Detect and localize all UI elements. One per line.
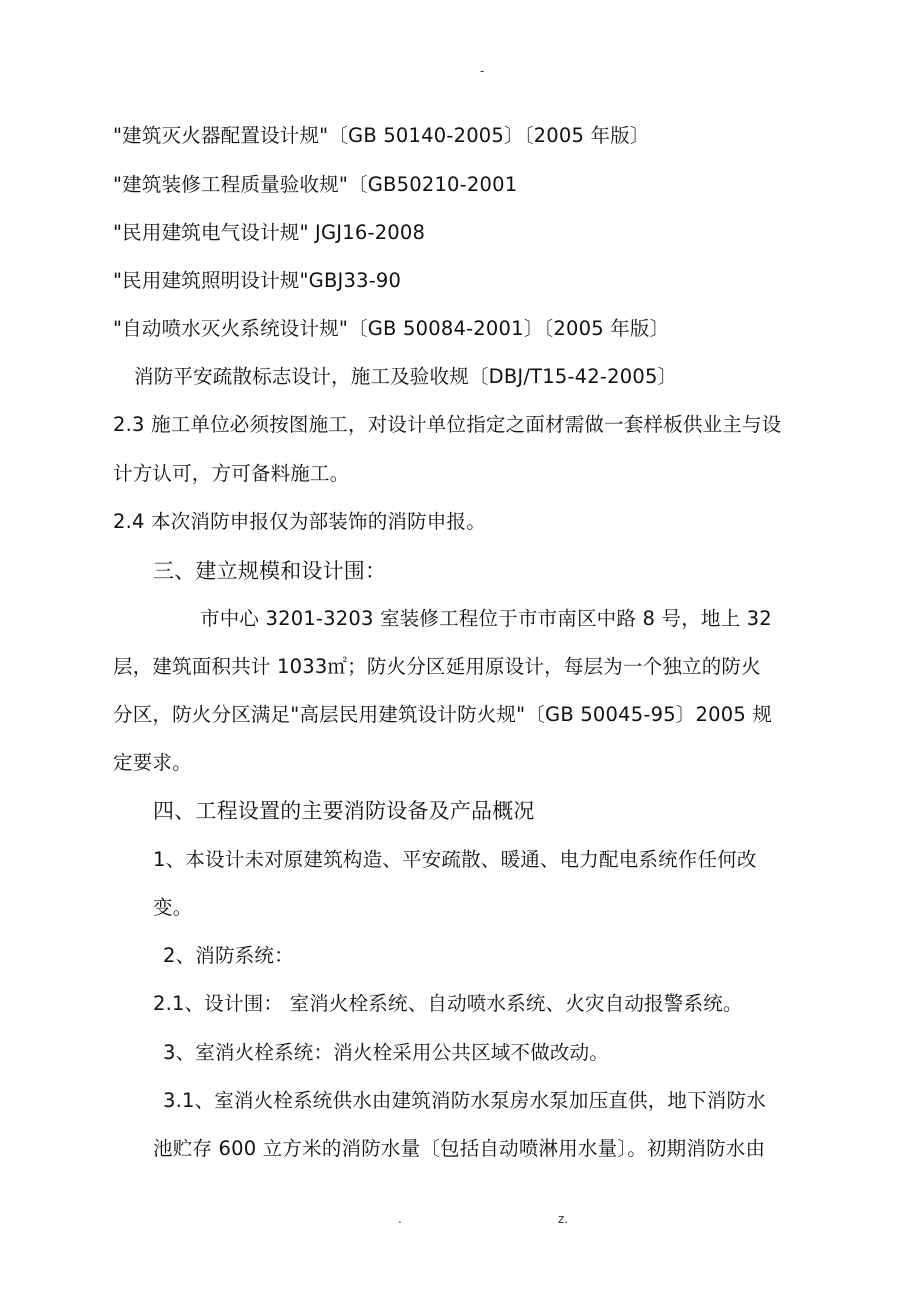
standard-line: "建筑灭火器配置设计规"〔GB 50140-2005〕〔2005 年版〕 xyxy=(113,124,650,147)
section-3-paragraph-line: 层，建筑面积共计 1033㎡；防火分区延用原设计，每层为一个独立的防火 xyxy=(113,655,761,678)
section-4-item-3-1-line: 池贮存 600 立方米的消防水量〔包括自动喷淋用水量〕。初期消防水由 xyxy=(153,1137,766,1160)
standard-line: "建筑装修工程质量验收规"〔GB50210-2001 xyxy=(113,173,518,196)
section-3-paragraph-line: 分区，防火分区满足"高层民用建筑设计防火规"〔GB 50045-95〕2005 规 xyxy=(113,703,773,726)
standard-line: 消防平安疏散标志设计，施工及验收规〔DBJ/T15-42-2005〕 xyxy=(134,365,678,388)
footer-right-mark: z. xyxy=(558,1212,569,1226)
section-3-paragraph-line: 定要求。 xyxy=(113,751,192,774)
section-4-item-2-1: 2.1、设计围： 室消火栓系统、自动喷水系统、火灾自动报警系统。 xyxy=(153,992,743,1015)
section-4-item-2: 2、消防系统： xyxy=(163,944,294,967)
section-3-heading: 三、建立规模和设计围： xyxy=(153,559,387,583)
item-2-3-line: 2.3 施工单位必须按图施工，对设计单位指定之面材需做一套样板供业主与设 xyxy=(113,413,782,436)
item-2-4: 2.4 本次消防申报仅为部装饰的消防申报。 xyxy=(113,510,486,533)
standard-line: "民用建筑照明设计规"GBJ33-90 xyxy=(113,269,402,292)
section-4-item-1-line: 变。 xyxy=(153,896,193,919)
section-4-item-3: 3、室消火栓系统：消火栓采用公共区域不做改动。 xyxy=(163,1041,610,1064)
header-mark: - xyxy=(480,64,485,78)
standard-line: "民用建筑电气设计规" JGJ16-2008 xyxy=(113,221,426,244)
section-3-paragraph-line: 市中心 3201-3203 室装修工程位于市市南区中路 8 号，地上 32 xyxy=(200,607,772,630)
footer-left-mark: . xyxy=(398,1212,402,1226)
section-4-item-3-1-line: 3.1、室消火栓系统供水由建筑消防水泵房水泵加压直供，地下消防水 xyxy=(163,1089,766,1112)
section-4-heading: 四、工程设置的主要消防设备及产品概况 xyxy=(153,799,535,823)
section-4-item-1-line: 1、本设计未对原建筑构造、平安疏散、暖通、电力配电系统作任何改 xyxy=(153,848,757,871)
standard-line: "自动喷水灭火系统设计规"〔GB 50084-2001〕〔2005 年版〕 xyxy=(113,317,670,340)
item-2-3-line: 计方认可，方可备料施工。 xyxy=(113,462,350,485)
